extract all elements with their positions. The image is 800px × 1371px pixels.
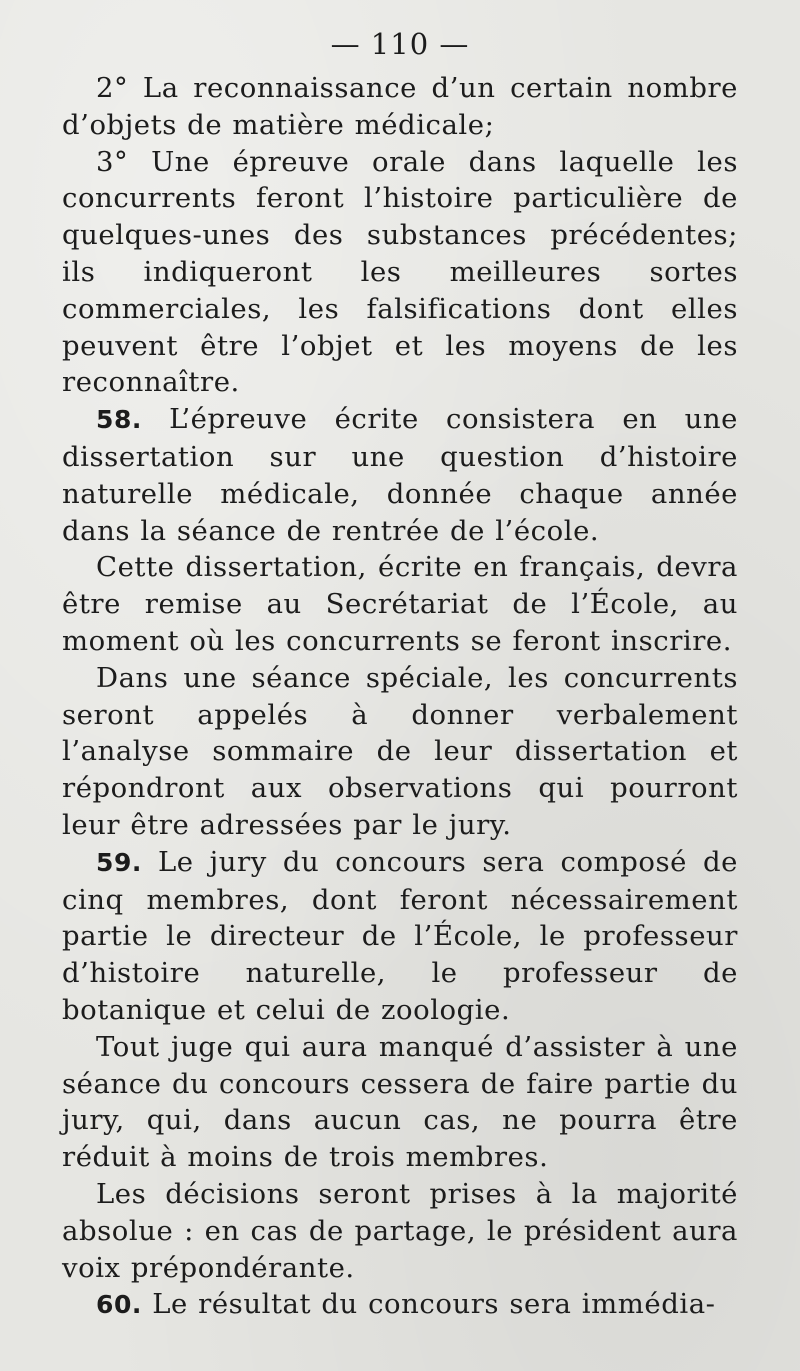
paragraph-seance-speciale: [62, 660, 738, 844]
paragraph-item-3: [62, 144, 738, 402]
paragraph-text: Le résultat du concours sera immédia-: [141, 1288, 716, 1321]
paragraph-item-2: [62, 70, 738, 144]
page-number: — 110 —: [330, 27, 470, 61]
book-page: [62, 22, 738, 1324]
paragraph-text: Tout juge qui aura manqué d’assister à une séance du concours cessera de faire partie du jury, qui, dans aucun cas, ne pourra être réduit à moins de trois membres.: [62, 1030, 738, 1174]
paragraph-text: Les décisions seront prises à la majorité absolue : en cas de partage, le président aura voix prépondérante.: [62, 1177, 738, 1284]
paragraph-text: L’épreuve écrite consistera en une dissertation sur une question d’histoire naturelle médicale, donnée chaque année dans la séance de rentrée de l’école.: [62, 403, 738, 547]
paragraph-dissertation: [62, 549, 738, 659]
article-number: 59.: [96, 847, 142, 877]
article-58: [62, 401, 738, 549]
paragraph-text: 3° Une épreuve orale dans laquelle les concurrents feront l’histoire particulière de quelques-unes des substances précédentes; ils indiqueront les meilleures sortes commerciales, les falsifications dont elles peuvent être l’objet et les moyens de les reconnaître.: [62, 145, 738, 399]
paragraph-juge: [62, 1029, 738, 1176]
article-number: 60.: [96, 1290, 142, 1320]
paragraph-text: Dans une séance spéciale, les concurrents seront appelés à donner verbalement l’analyse sommaire de leur dissertation et répondront aux observations qui pourront leur être adressées par le jury.: [62, 661, 738, 841]
paragraph-text: Cette dissertation, écrite en français, devra être remise au Secrétariat de l’École, au moment où les concurrents se feront inscrire.: [62, 551, 738, 657]
article-60: [62, 1286, 738, 1324]
paragraph-decisions: [62, 1176, 738, 1286]
paragraph-text: Le jury du concours sera composé de cinq membres, dont feront nécessairement partie le directeur de l’École, le professeur d’histoire naturelle, le professeur de botanique et celui de zoologie.: [62, 845, 738, 1026]
paragraph-text: 2° La reconnaissance d’un certain nombre d’objets de matière médicale;: [62, 72, 738, 141]
article-59: [62, 844, 738, 1029]
article-number: 58.: [96, 405, 142, 435]
